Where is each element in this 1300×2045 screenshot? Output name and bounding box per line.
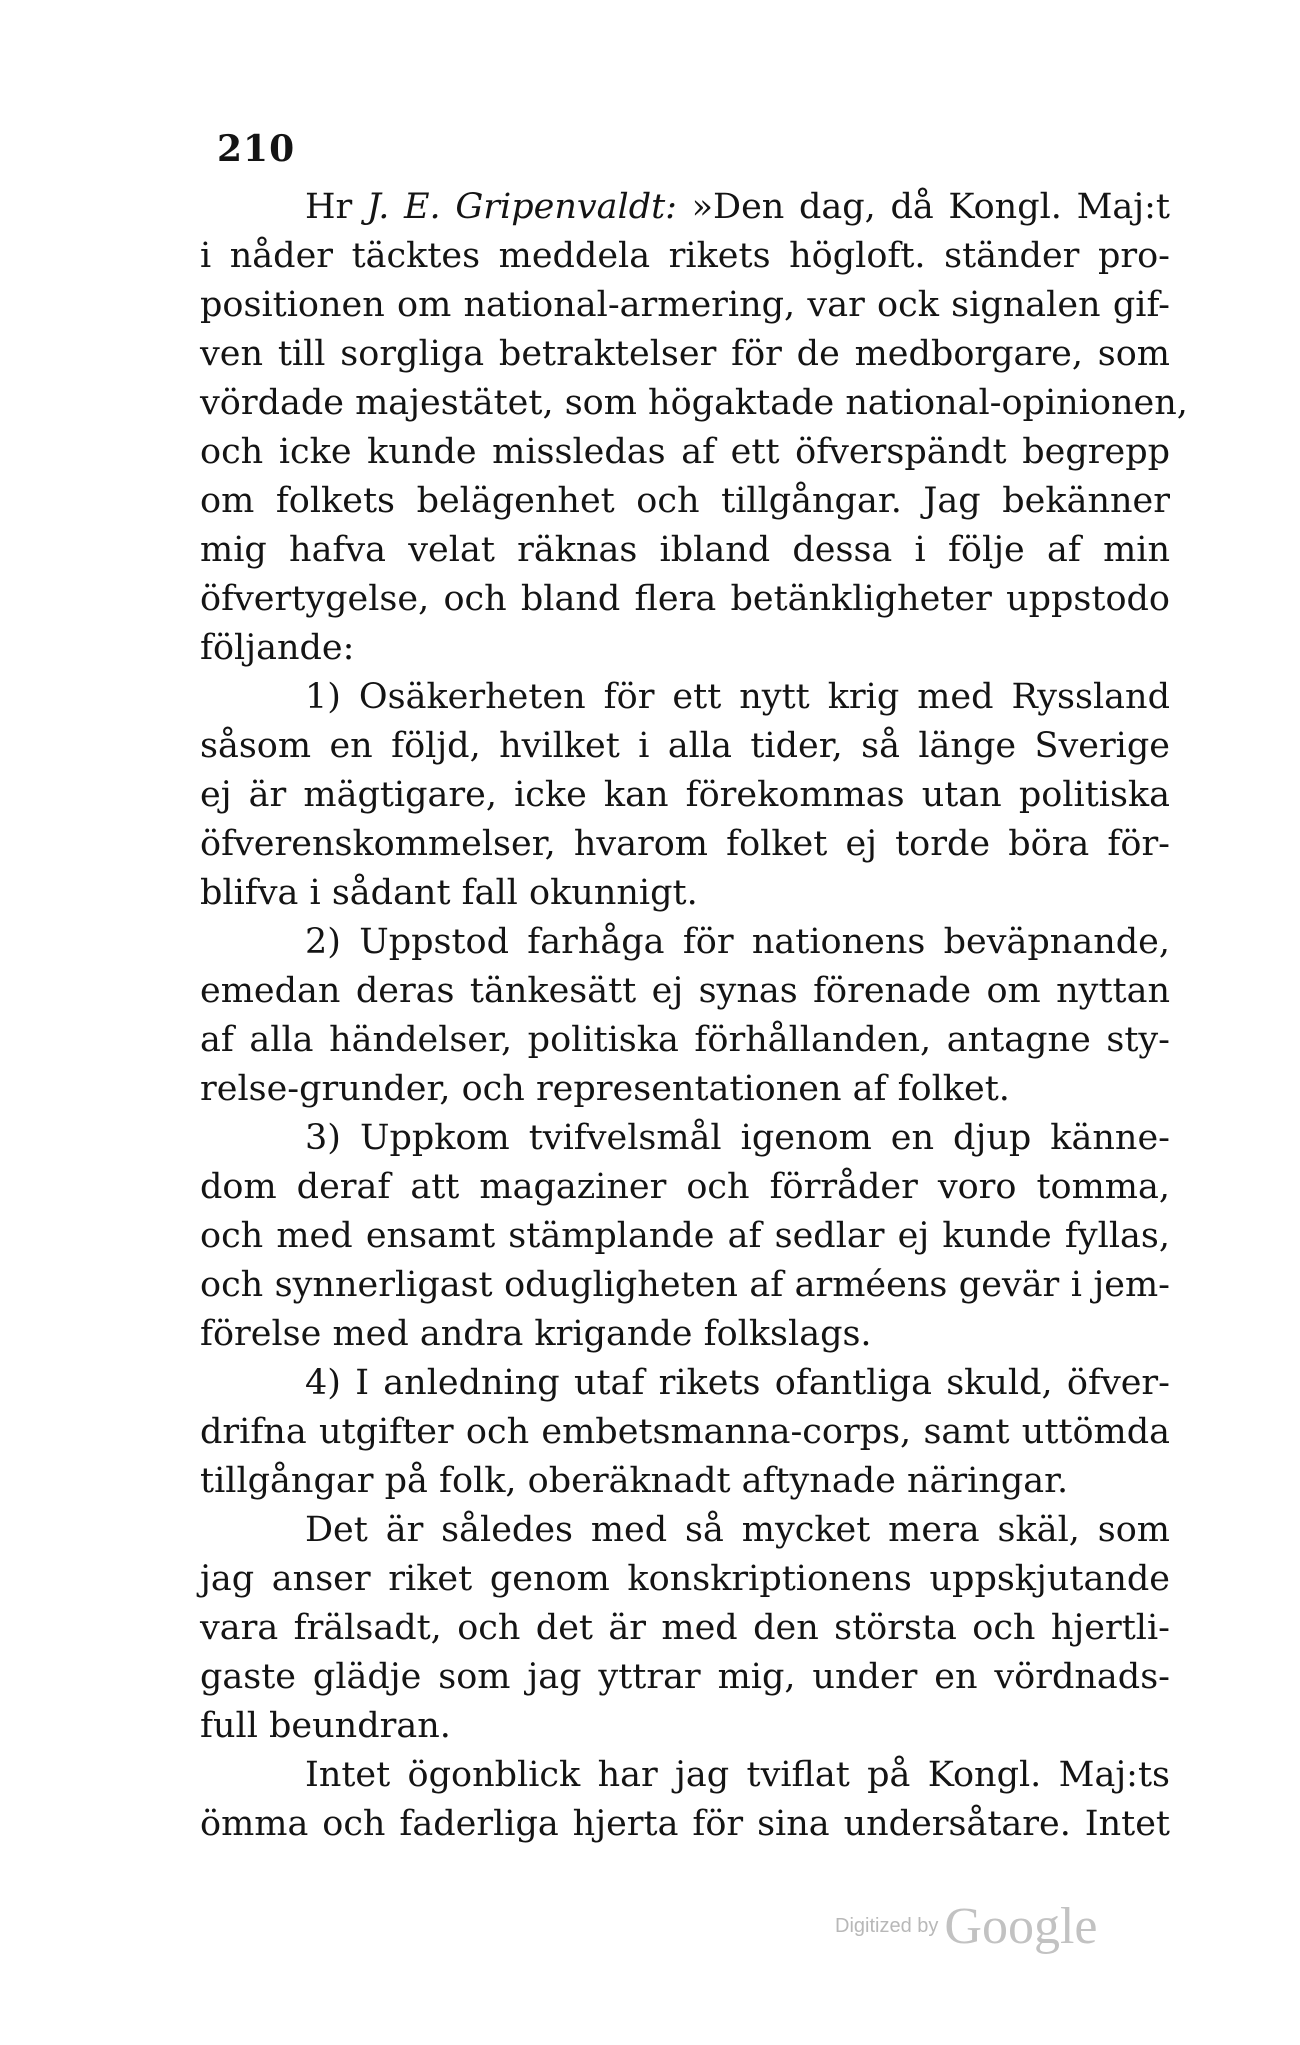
text-line: 3) Uppkom tvifvelsmål igenom en djup känne- bbox=[305, 1118, 1170, 1158]
text-line: såsom en följd, hvilket i alla tider, så länge Sverige bbox=[200, 726, 1170, 766]
watermark-prefix: Digitized by bbox=[835, 1915, 939, 1937]
text-line: öfvertygelse, och bland flera betänkligheter uppstodo bbox=[200, 579, 1170, 619]
text-line: jag anser riket genom konskriptionens uppskjutande bbox=[200, 1559, 1170, 1599]
text-line: Intet ögonblick har jag tviflat på Kongl. Maj:ts bbox=[305, 1755, 1170, 1795]
text-line: 2) Uppstod farhåga för nationens beväpnande, bbox=[305, 922, 1170, 962]
text-line: gaste glädje som jag yttrar mig, under en vördnads- bbox=[200, 1657, 1170, 1697]
text-line: i nåder täcktes meddela rikets högloft. ständer pro- bbox=[200, 236, 1170, 276]
text-line-speaker bbox=[200, 183, 1170, 232]
text-line: och icke kunde missledas af ett öfverspändt begrepp bbox=[200, 432, 1170, 472]
speaker-prefix: Hr bbox=[305, 187, 367, 227]
text-line: och synnerligast odugligheten af arméens gevär i jem- bbox=[200, 1265, 1170, 1305]
speaker-name: J. E. Gripenvaldt: bbox=[366, 187, 677, 227]
watermark-brand: Google bbox=[944, 1898, 1098, 1955]
digitized-watermark bbox=[835, 1897, 1097, 1956]
text-line: dom deraf att magaziner och förråder voro tomma, bbox=[200, 1167, 1170, 1207]
text-line: drifna utgifter och embetsmanna-corps, samt uttömda bbox=[200, 1412, 1170, 1452]
text-line: vara frälsadt, och det är med den största och hjertli- bbox=[200, 1608, 1170, 1648]
text-line: förelse med andra krigande folkslags. bbox=[200, 1314, 872, 1354]
text-line: Det är således med så mycket mera skäl, som bbox=[305, 1510, 1170, 1550]
speaker-first-line: »Den dag, då Kongl. Maj:t bbox=[676, 187, 1170, 227]
text-line: relse-grunder, och representationen af folket. bbox=[200, 1069, 1010, 1109]
text-line: mig hafva velat räknas ibland dessa i följe af min bbox=[200, 530, 1170, 570]
text-line: 4) I anledning utaf rikets ofantliga skuld, öfver- bbox=[305, 1363, 1170, 1403]
text-line: 1) Osäkerheten för ett nytt krig med Ryssland bbox=[305, 677, 1170, 717]
text-body bbox=[200, 183, 1188, 1849]
text-line: full beundran. bbox=[200, 1706, 451, 1746]
text-line: ven till sorgliga betraktelser för de medborgare, som bbox=[200, 334, 1170, 374]
text-line: positionen om national-armering, var ock signalen gif- bbox=[200, 285, 1170, 325]
text-line: emedan deras tänkesätt ej synas förenade om nyttan bbox=[200, 971, 1170, 1011]
text-line: följande: bbox=[200, 628, 355, 668]
text-line: vördade majestätet, som högaktade national-opinionen, bbox=[200, 383, 1188, 423]
text-line: blifva i sådant fall okunnigt. bbox=[200, 873, 698, 913]
text-line: tillgångar på folk, oberäknadt aftynade näringar. bbox=[200, 1461, 1069, 1501]
text-line: och med ensamt stämplande af sedlar ej kunde fyllas, bbox=[200, 1216, 1170, 1256]
page-number: 210 bbox=[217, 128, 296, 170]
text-line: om folkets belägenhet och tillgångar. Jag bekänner bbox=[200, 481, 1170, 521]
text-line: öfverenskommelser, hvarom folket ej torde böra för- bbox=[200, 824, 1170, 864]
text-line: ej är mägtigare, icke kan förekommas utan politiska bbox=[200, 775, 1170, 815]
text-line: ömma och faderliga hjerta för sina undersåtare. Intet bbox=[200, 1804, 1170, 1844]
text-line: af alla händelser, politiska förhållanden, antagne sty- bbox=[200, 1020, 1170, 1060]
